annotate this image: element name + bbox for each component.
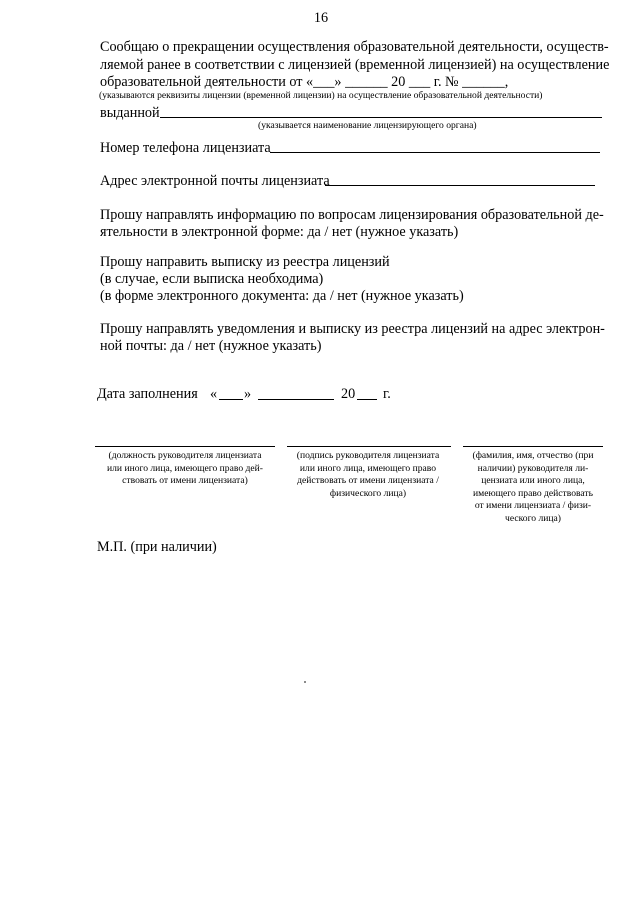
request-extract-line-2: (в случае, если выписка необходима) [100,271,324,287]
signature-caption-position [93,450,277,488]
request-electronic-line-2: ятельности в электронной форме: да / нет (нужное указать) [100,224,459,240]
caption-line: действовать от имени лицензиата / [297,475,439,486]
caption-line: (фамилия, имя, отчество (при [472,450,594,461]
phone-label: Номер телефона лицензиата [100,140,271,156]
caption-line: физического лица) [329,487,407,499]
request-extract-line-3: (в форме электронного документа: да / нет (нужное указать) [100,288,464,304]
request-electronic-line-1: Прошу направлять информацию по вопросам лицензирования образовательной де- [100,207,604,223]
scan-speck [304,681,306,683]
signature-caption-sign [282,450,454,500]
issuing-authority-line [160,117,602,118]
caption-line: цензиата или иного лица, [481,475,585,486]
email-field-line[interactable] [325,185,595,186]
email-label: Адрес электронной почты лицензиата [100,173,330,189]
issuing-authority-hint: (указывается наименование лицензирующего органа) [258,120,477,131]
license-details-hint: (указываются реквизиты лицензии (временной лицензии) на осуществление образовательной деятельности) [99,90,543,101]
phone-field-line[interactable] [270,152,600,153]
date-label: Дата заполнения [97,386,198,402]
caption-line: или иного лица, имеющего право [299,462,437,474]
date-year-prefix: 20 [341,386,356,402]
date-month-field[interactable] [258,399,334,400]
request-extract-line-1: Прошу направить выписку из реестра лицензий [100,254,390,270]
notice-line-2: ляемой ранее в соответствии с лицензией (временной лицензией) на осуществление [100,57,610,73]
signature-line-name[interactable] [463,446,603,447]
caption-line: (должность руководителя лицензиата [108,450,262,461]
notice-line-3: образовательной деятельности от «___» ______ 20 ___ г. № ______, [100,74,509,90]
signature-line-position[interactable] [95,446,275,447]
caption-line: ствовать от имени лицензиата) [122,475,248,486]
date-year-field[interactable] [357,399,377,400]
caption-line: ческого лица) [505,512,561,524]
caption-line: имеющего право действовать [473,487,593,499]
caption-line: от имени лицензиата / физи- [474,500,592,511]
date-close-quote: » [244,386,252,402]
date-day-field[interactable] [219,399,243,400]
signature-caption-name [458,450,608,525]
stamp-label: М.П. (при наличии) [97,539,217,555]
caption-line: (подпись руководителя лицензиата [296,450,440,461]
caption-line: наличии) руководителя ли- [477,462,589,474]
date-year-suffix: г. [383,386,391,402]
request-email-line-2: ной почты: да / нет (нужное указать) [100,338,322,354]
issued-label: выданной [100,105,160,121]
notice-line-1: Сообщаю о прекращении осуществления образовательной деятельности, осуществ- [100,39,609,55]
page-number: 16 [313,10,329,26]
signature-line-sign[interactable] [287,446,451,447]
request-email-line-1: Прошу направлять уведомления и выписку из реестра лицензий на адрес электрон- [100,321,605,337]
date-open-quote: « [210,386,218,402]
caption-line: или иного лица, имеющего право дей- [106,462,263,474]
